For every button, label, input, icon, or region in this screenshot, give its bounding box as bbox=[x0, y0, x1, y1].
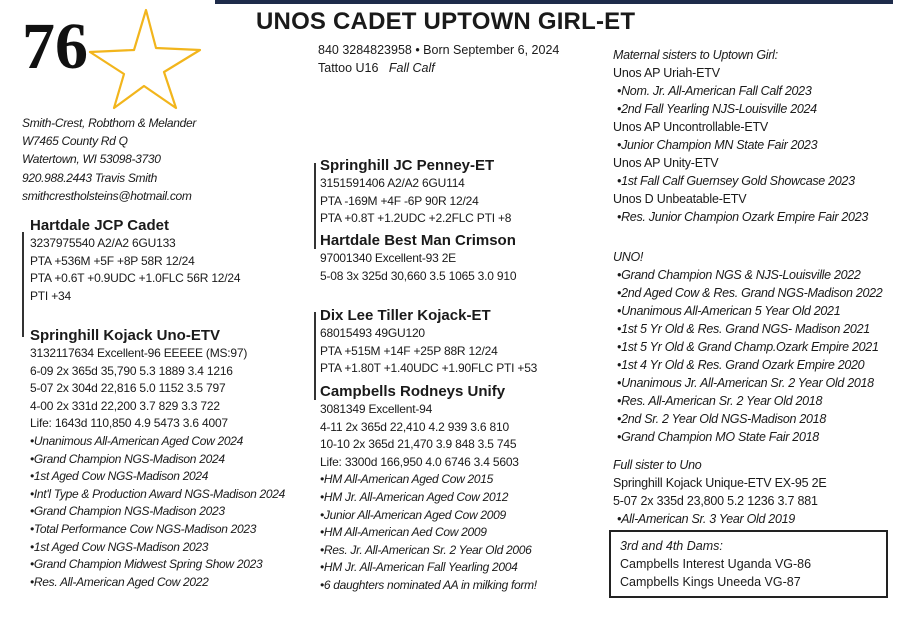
dam-block bbox=[30, 326, 285, 591]
maternal-sisters-section bbox=[613, 46, 868, 226]
fourth-dam: Campbells Kings Uneeda VG-87 bbox=[620, 575, 801, 589]
full-sister-record: 5-07 2x 335d 23,800 5.2 1236 3.7 881 bbox=[613, 494, 818, 508]
uno-award: •Grand Champion MO State Fair 2018 bbox=[617, 430, 819, 444]
owner-email: smithcrestholsteins@hotmail.com bbox=[22, 188, 192, 203]
uno-award: •1st 5 Yr Old & Res. Grand NGS- Madison 2021 bbox=[617, 322, 870, 336]
dam-line: 3132117634 Excellent-96 EEEEE (MS:97) bbox=[30, 346, 248, 360]
registration-line: 840 3284823958 • Born September 6, 2024 bbox=[318, 43, 560, 57]
uno-award: •1st 5 Yr Old & Grand Champ.Ozark Empire 2021 bbox=[617, 340, 879, 354]
sister-name: Unos AP Uriah-ETV bbox=[613, 66, 720, 80]
dam-dam-award: •HM Jr. All-American Fall Yearling 2004 bbox=[320, 560, 518, 575]
owner-contact bbox=[22, 114, 196, 205]
tattoo: Tattoo U16 bbox=[318, 61, 379, 75]
dam-dam-award: •Junior All-American Aged Cow 2009 bbox=[320, 507, 506, 522]
dam-dam-block bbox=[320, 382, 537, 595]
uno-section bbox=[613, 248, 882, 446]
dam-dam-record: 10-10 2x 365d 21,470 3.9 848 3.5 745 bbox=[320, 437, 517, 452]
sire-line: PTA +0.6T +0.9UDC +1.0FLC 56R 12/24 bbox=[30, 271, 241, 286]
header-accent-bar bbox=[215, 0, 893, 4]
sister-name: Unos AP Unity-ETV bbox=[613, 156, 719, 170]
owner-line: W7465 County Rd Q bbox=[22, 134, 128, 149]
dam-record: Life: 1643d 110,850 4.9 5473 3.6 4007 bbox=[30, 416, 228, 431]
dam-sire-name: Dix Lee Tiller Kojack-ET bbox=[320, 307, 491, 324]
dam-dam-award: •HM Jr. All-American Aged Cow 2012 bbox=[320, 489, 509, 504]
dam-award: •Unanimous All-American Aged Cow 2024 bbox=[30, 433, 243, 448]
sire-line: 3237975540 A2/A2 6GU133 bbox=[30, 236, 176, 250]
dams-box-heading: 3rd and 4th Dams: bbox=[620, 539, 723, 553]
dam-award: •1st Aged Cow NGS-Madison 2023 bbox=[30, 539, 209, 554]
dam-record: 4-00 2x 331d 22,200 3.7 829 3.3 722 bbox=[30, 398, 220, 413]
sister-award: •1st Fall Calf Guernsey Gold Showcase 2023 bbox=[617, 174, 855, 188]
dam-dam-record: Life: 3300d 166,950 4.0 6746 3.4 5603 bbox=[320, 454, 519, 469]
uno-award: •Unanimous All-American 5 Year Old 2021 bbox=[617, 304, 841, 318]
dam-sire-line: 68015493 49GU120 bbox=[320, 326, 425, 340]
owner-line: 920.988.2443 Travis Smith bbox=[22, 170, 158, 185]
sire-line: PTI +34 bbox=[30, 288, 71, 303]
lot-number: 76 bbox=[22, 10, 88, 83]
registration-info bbox=[318, 41, 559, 77]
page-title: UNOS CADET UPTOWN GIRL-ET bbox=[256, 8, 636, 35]
dam-award: •Res. All-American Aged Cow 2022 bbox=[30, 574, 209, 589]
sire-dam-line: 97001340 Excellent-93 2E bbox=[320, 251, 456, 265]
sire-dam-block bbox=[320, 231, 516, 285]
class-label: Fall Calf bbox=[388, 61, 435, 75]
dam-award: •Grand Champion Midwest Spring Show 2023 bbox=[30, 557, 263, 572]
sister-award: •Junior Champion MN State Fair 2023 bbox=[617, 138, 818, 152]
pedigree-connector bbox=[314, 312, 316, 400]
dam-name: Springhill Kojack Uno-ETV bbox=[30, 327, 221, 344]
uno-heading: UNO! bbox=[613, 250, 644, 264]
sire-sire-name: Springhill JC Penney-ET bbox=[320, 157, 495, 174]
full-sister-name: Springhill Kojack Unique-ETV EX-95 2E bbox=[613, 476, 827, 490]
owner-line: Smith-Crest, Robthom & Melander bbox=[22, 116, 197, 130]
uno-award: •Grand Champion NGS & NJS-Louisville 2022 bbox=[617, 268, 861, 282]
dam-award: •Grand Champion NGS-Madison 2023 bbox=[30, 504, 225, 519]
owner-line: Watertown, WI 53098-3730 bbox=[22, 152, 161, 167]
third-dam: Campbells Interest Uganda VG-86 bbox=[620, 557, 812, 571]
dam-dam-line: 3081349 Excellent-94 bbox=[320, 402, 433, 416]
uno-award: •Unanimous Jr. All-American Sr. 2 Year Old 2018 bbox=[617, 376, 874, 390]
dam-record: 5-07 2x 304d 22,816 5.0 1152 3.5 797 bbox=[30, 381, 226, 396]
dam-dam-award: •HM All-American Aged Cow 2015 bbox=[320, 472, 494, 487]
sire-dam-record: 5-08 3x 325d 30,660 3.5 1065 3.0 910 bbox=[320, 268, 517, 283]
dam-sire-line: PTA +1.80T +1.40UDC +1.90FLC PTI +53 bbox=[320, 361, 538, 376]
dam-dam-award: •Res. Jr. All-American Sr. 2 Year Old 2006 bbox=[320, 542, 532, 557]
dam-dam-award: •HM All-American Aed Cow 2009 bbox=[320, 525, 487, 540]
uno-award: •2nd Aged Cow & Res. Grand NGS-Madison 2022 bbox=[617, 286, 883, 300]
sister-award: •Res. Junior Champion Ozark Empire Fair 2023 bbox=[617, 210, 869, 224]
dam-record: 6-09 2x 365d 35,790 5.3 1889 3.4 1216 bbox=[30, 363, 233, 378]
sire-line: PTA +536M +5F +8P 58R 12/24 bbox=[30, 253, 195, 268]
sire-dam-name: Hartdale Best Man Crimson bbox=[320, 232, 516, 249]
dam-award: •Int'l Type & Production Award NGS-Madison 2024 bbox=[30, 486, 285, 501]
sister-name: Unos AP Uncontrollable-ETV bbox=[613, 120, 769, 134]
maternal-sisters-heading: Maternal sisters to Uptown Girl: bbox=[613, 48, 778, 62]
uno-award: •Res. All-American Sr. 2 Year Old 2018 bbox=[617, 394, 823, 408]
dam-dam-award: •6 daughters nominated AA in milking form! bbox=[320, 577, 537, 592]
full-sister-section bbox=[613, 456, 827, 528]
dam-dam-name: Campbells Rodneys Unify bbox=[320, 383, 506, 400]
dam-award: •Total Performance Cow NGS-Madison 2023 bbox=[30, 521, 257, 536]
dam-award: •1st Aged Cow NGS-Madison 2024 bbox=[30, 469, 209, 484]
dam-dam-record: 4-11 2x 365d 22,410 4.2 939 3.6 810 bbox=[320, 419, 509, 434]
dam-sire-line: PTA +515M +14F +25P 88R 12/24 bbox=[320, 343, 498, 358]
sire-block bbox=[30, 216, 240, 305]
sister-award: •Nom. Jr. All-American Fall Calf 2023 bbox=[617, 84, 812, 98]
pedigree-connector bbox=[314, 163, 316, 249]
sister-name: Unos D Unbeatable-ETV bbox=[613, 192, 747, 206]
dam-sire-block bbox=[320, 306, 537, 378]
third-fourth-dams-box bbox=[609, 530, 888, 598]
sire-sire-block bbox=[320, 156, 511, 228]
sire-sire-line: 3151591406 A2/A2 6GU114 bbox=[320, 176, 465, 190]
full-sister-award: •All-American Sr. 3 Year Old 2019 bbox=[617, 512, 795, 526]
pedigree-connector bbox=[22, 232, 24, 337]
sire-name: Hartdale JCP Cadet bbox=[30, 217, 169, 234]
sire-sire-line: PTA -169M +4F -6P 90R 12/24 bbox=[320, 193, 479, 208]
full-sister-heading: Full sister to Uno bbox=[613, 458, 702, 472]
tattoo-line bbox=[318, 59, 559, 77]
dam-award: •Grand Champion NGS-Madison 2024 bbox=[30, 451, 225, 466]
sister-award: •2nd Fall Yearling NJS-Louisville 2024 bbox=[617, 102, 817, 116]
uno-award: •1st 4 Yr Old & Res. Grand Ozark Empire 2020 bbox=[617, 358, 865, 372]
sire-sire-line: PTA +0.8T +1.2UDC +2.2FLC PTI +8 bbox=[320, 211, 512, 226]
uno-award: •2nd Sr. 2 Year Old NGS-Madison 2018 bbox=[617, 412, 826, 426]
